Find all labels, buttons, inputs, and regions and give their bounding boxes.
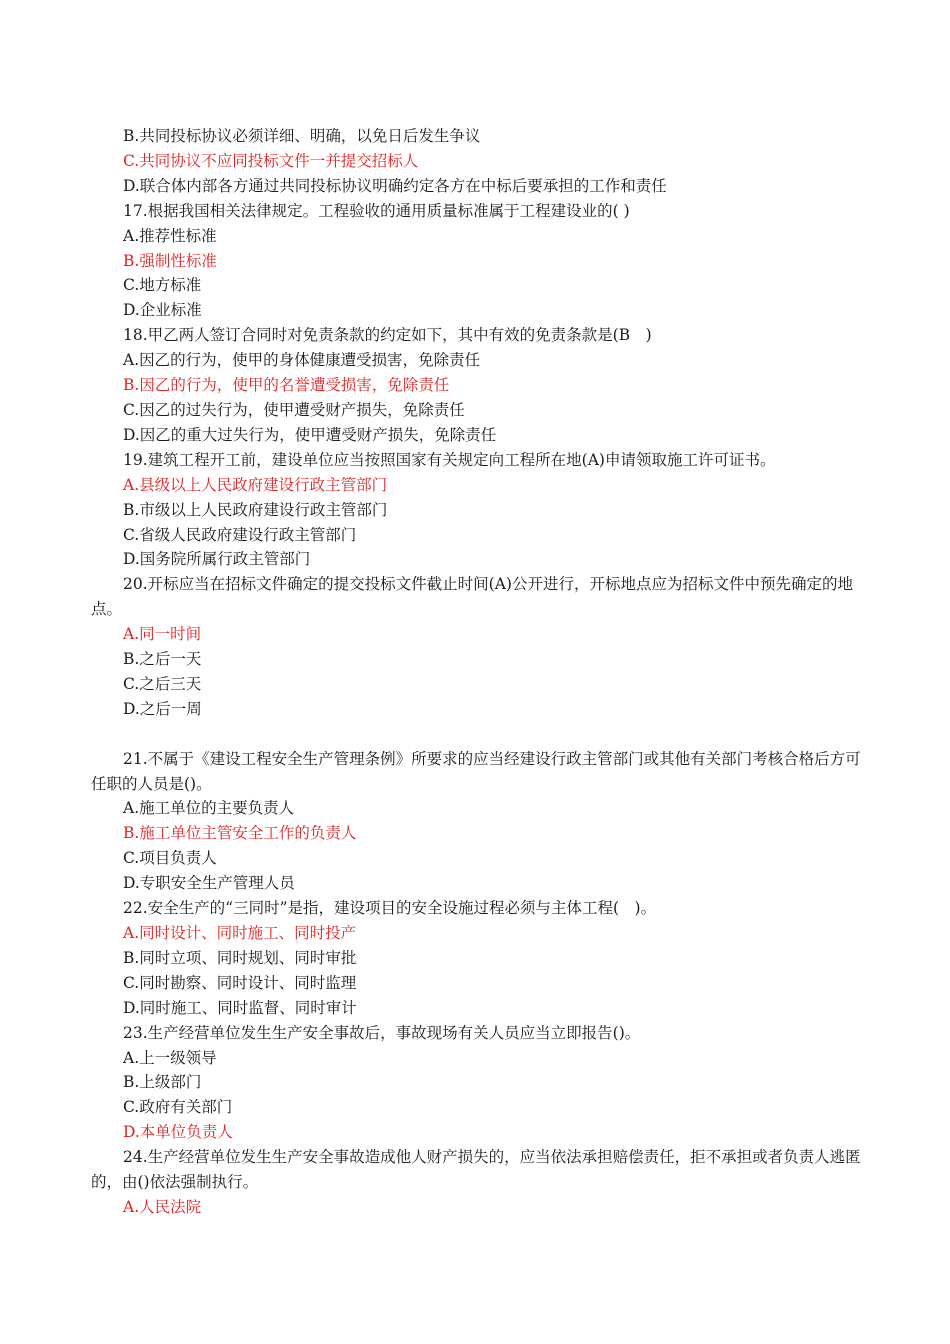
option-line: D.专职安全生产管理人员 bbox=[123, 874, 295, 893]
option-line: D.同时施工、同时监督、同时审计 bbox=[123, 998, 357, 1017]
question-stem: 24.生产经营单位发生生产安全事故造成他人财产损失的，应当依法承担赔偿责任，拒不承担或者负责人逃匿的，由()依法强制执行。 bbox=[91, 1148, 861, 1192]
correct-option-line: A.人民法院 bbox=[123, 1197, 202, 1216]
question-stem: 20.开标应当在招标文件确定的提交投标文件截止时间(A)公开进行，开标地点应为招标文件中预先确定的地点。 bbox=[91, 575, 853, 619]
option-line: B.市级以上人民政府建设行政主管部门 bbox=[123, 500, 388, 519]
option-line: C.项目负责人 bbox=[123, 849, 217, 868]
option-line: C.同时勘察、同时设计、同时监理 bbox=[123, 973, 357, 992]
correct-option-line: B.强制性标准 bbox=[123, 251, 217, 270]
option-line: D.之后一周 bbox=[123, 699, 202, 718]
question-stem: 21.不属于《建设工程安全生产管理条例》所要求的应当经建设行政主管部门或其他有关部门考核合格后方可任职的人员是()。 bbox=[91, 749, 861, 793]
option-line: D.国务院所属行政主管部门 bbox=[123, 550, 311, 569]
option-line: A.因乙的行为，使甲的身体健康遭受损害，免除责任 bbox=[123, 351, 481, 370]
option-line: B.上级部门 bbox=[123, 1073, 202, 1092]
option-line: A.施工单位的主要负责人 bbox=[123, 799, 295, 818]
question-stem: 19.建筑工程开工前，建设单位应当按照国家有关规定向工程所在地(A)申请领取施工许可证书。 bbox=[123, 450, 776, 469]
correct-option-line: A.县级以上人民政府建设行政主管部门 bbox=[123, 475, 388, 494]
question-stem: 18.甲乙两人签订合同时对免责条款的约定如下，其中有效的免责条款是(B ) bbox=[123, 326, 652, 345]
question-stem: 23.生产经营单位发生生产安全事故后，事故现场有关人员应当立即报告()。 bbox=[123, 1023, 641, 1042]
option-line: D.因乙的重大过失行为，使甲遭受财产损失，免除责任 bbox=[123, 425, 497, 444]
option-line: C.地方标准 bbox=[123, 276, 202, 295]
option-line: B.之后一天 bbox=[123, 650, 202, 669]
correct-option-line: A.同一时间 bbox=[123, 625, 202, 644]
option-line: C.省级人民政府建设行政主管部门 bbox=[123, 525, 357, 544]
question-stem: 17.根据我国相关法律规定。工程验收的通用质量标准属于工程建设业的( ) bbox=[123, 201, 630, 220]
option-line: D.联合体内部各方通过共同投标协议明确约定各方在中标后要承担的工作和责任 bbox=[123, 176, 667, 195]
option-line: A.上一级领导 bbox=[123, 1048, 217, 1067]
correct-option-line: B.施工单位主管安全工作的负责人 bbox=[123, 824, 357, 843]
option-line: C.因乙的过失行为，使甲遭受财产损失，免除责任 bbox=[123, 400, 465, 419]
option-line: C.政府有关部门 bbox=[123, 1098, 233, 1117]
correct-option-line: C.共同协议不应同投标文件一并提交招标人 bbox=[123, 151, 419, 170]
correct-option-line: A.同时设计、同时施工、同时投产 bbox=[123, 923, 357, 942]
option-line: C.之后三天 bbox=[123, 674, 202, 693]
option-line: B.同时立项、同时规划、同时审批 bbox=[123, 948, 357, 967]
correct-option-line: B.因乙的行为，使甲的名誉遭受损害，免除责任 bbox=[123, 376, 450, 395]
document-page bbox=[91, 124, 861, 1220]
option-line: B.共同投标协议必须详细、明确，以免日后发生争议 bbox=[123, 127, 481, 145]
correct-option-line: D.本单位负责人 bbox=[123, 1123, 233, 1142]
option-line: D.企业标准 bbox=[123, 301, 202, 320]
option-line: A.推荐性标准 bbox=[123, 226, 217, 245]
question-stem: 22.安全生产的“三同时”是指，建设项目的安全设施过程必须与主体工程( )。 bbox=[123, 899, 657, 918]
blank-line bbox=[91, 722, 861, 747]
